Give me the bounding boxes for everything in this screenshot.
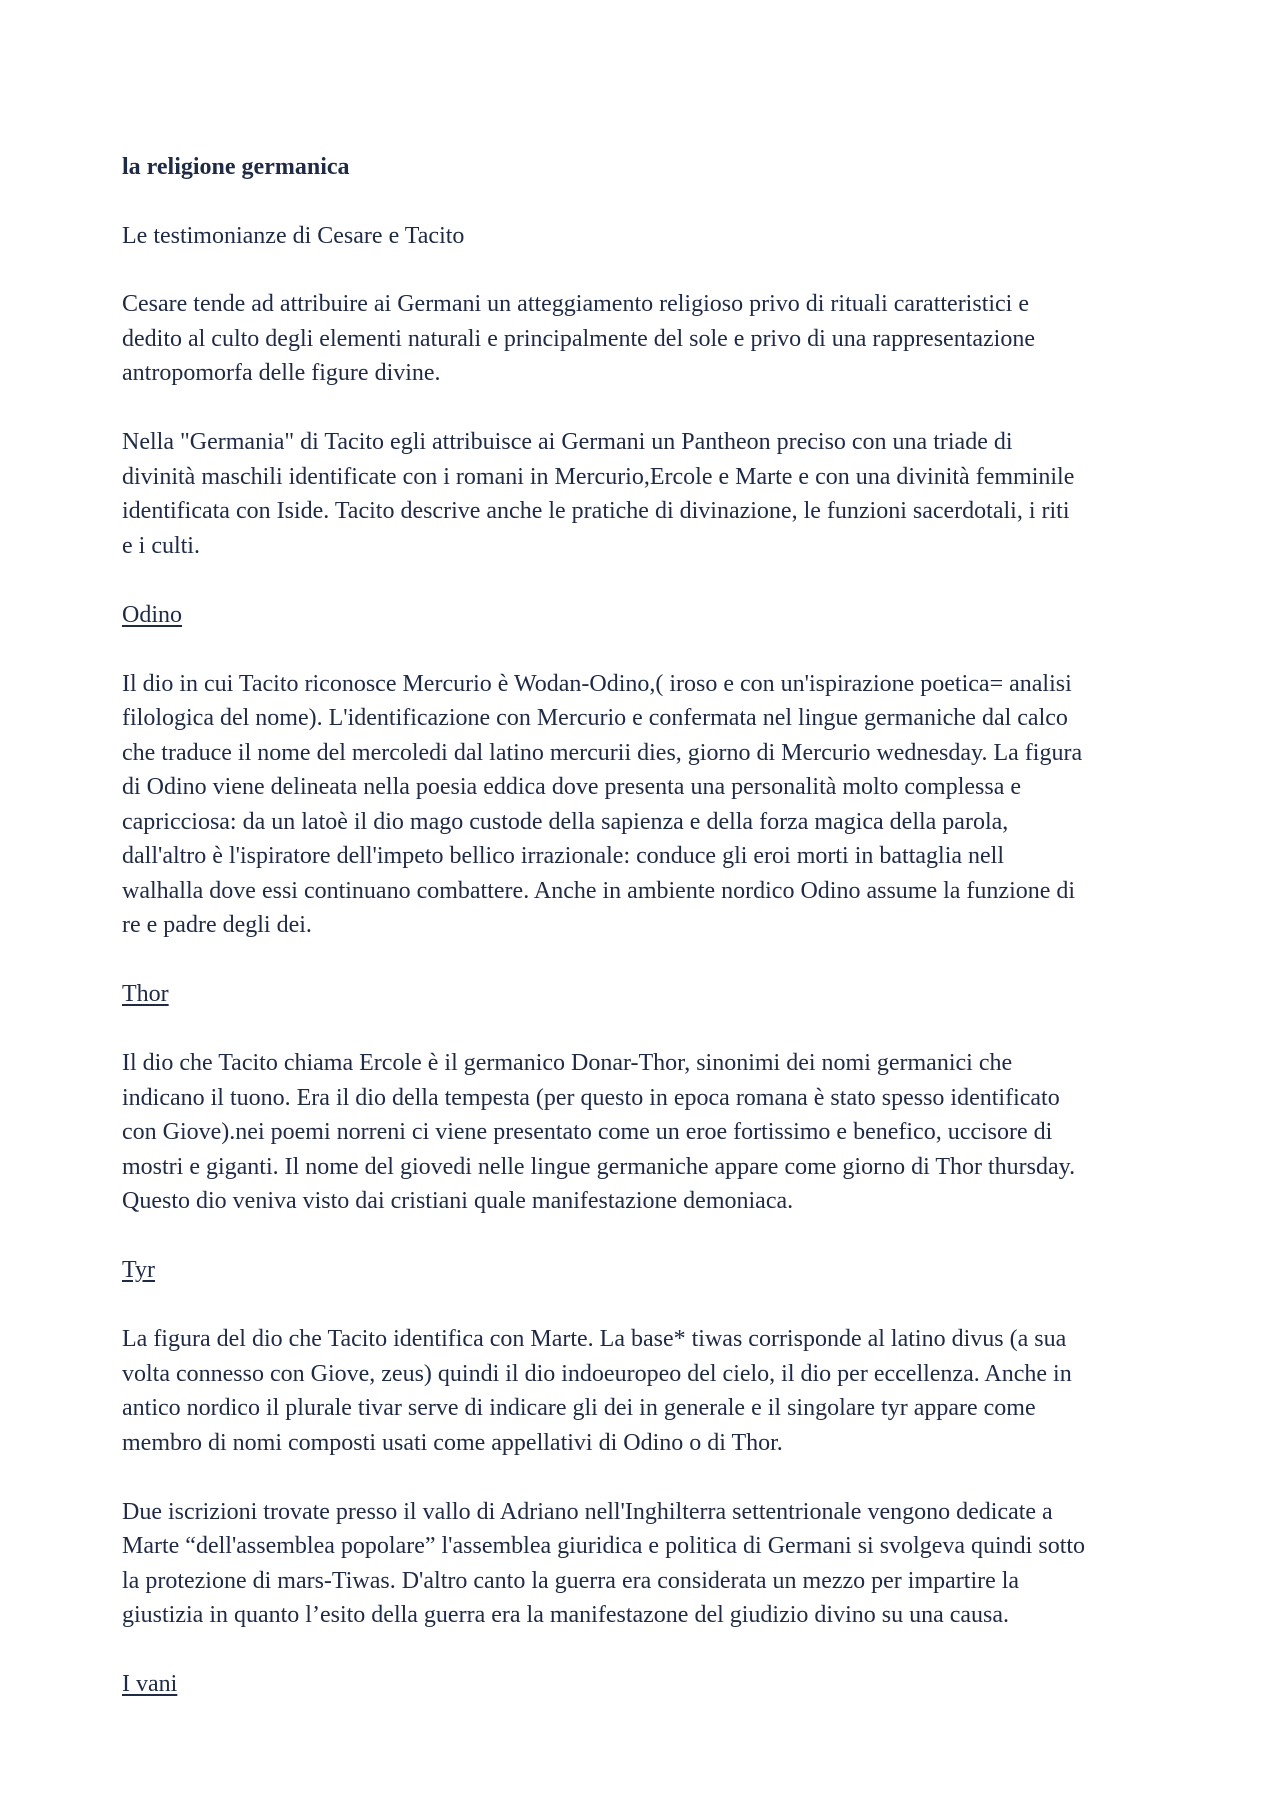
intro-section (122, 287, 1172, 563)
section-heading: Odino (122, 601, 182, 628)
paragraph-line: e i culti. (122, 532, 200, 559)
paragraph-line: di Odino viene delineata nella poesia eddica dove presenta una personalità molto complessa e (122, 774, 1022, 800)
document-title: la religione germanica (122, 154, 350, 180)
paragraph-line: antico nordico il plurale tivar serve di indicare gli dei in generale e il singolare tyr appare come (122, 1395, 1036, 1421)
sections-container (122, 598, 1172, 1702)
paragraph (122, 1046, 1172, 1219)
paragraph-line: La figura del dio che Tacito identifica con Marte. La base* tiwas corrisponde al latino divus (a sua (122, 1326, 1067, 1352)
paragraph-line: capricciosa: da un latoè il dio mago custode della sapienza e della forza magica della parola, (122, 808, 1009, 835)
paragraph-line: indicano il tuono. Era il dio della tempesta (per questo in epoca romana è stato spesso identificato (122, 1084, 1060, 1111)
paragraph-line: dedito al culto degli elementi naturali e principalmente del sole e privo di una rappresentazione (122, 325, 1035, 352)
paragraph-line: giustizia in quanto l’esito della guerra era la manifestazone del giudizio divino su una causa. (122, 1602, 1010, 1628)
section-heading: I vani (122, 1671, 178, 1697)
section-thor (122, 977, 1172, 1219)
section-i-vani (122, 1667, 1172, 1702)
paragraph-line: Il dio in cui Tacito riconosce Mercurio è Wodan-Odino,( iroso e con un'ispirazione poetica= analisi (122, 670, 1072, 697)
paragraph-line: con Giove).nei poemi norreni ci viene presentato come un eroe fortissimo e benefico, uccisore di (122, 1119, 1053, 1145)
section-heading: Thor (122, 981, 169, 1007)
section-tyr (122, 1253, 1172, 1633)
paragraph-line: Il dio che Tacito chiama Ercole è il germanico Donar-Thor, sinonimi dei nomi germanici che (122, 1050, 1013, 1076)
paragraph (122, 667, 1172, 943)
paragraph (122, 425, 1172, 563)
paragraph (122, 1322, 1172, 1460)
section-odino (122, 598, 1172, 943)
paragraph-line: mostri e giganti. Il nome del giovedi nelle lingue germaniche appare come giorno di Thor thursday. (122, 1153, 1076, 1180)
paragraph (122, 1495, 1172, 1633)
paragraph-line: volta connesso con Giove, zeus) quindi il dio indoeuropeo del cielo, il dio per eccellenza. Anche in (122, 1360, 1072, 1387)
paragraph-line: Due iscrizioni trovate presso il vallo di Adriano nell'Inghilterra settentrionale vengono dedicate a (122, 1498, 1053, 1525)
section-heading: Tyr (122, 1257, 155, 1283)
paragraph-line: Marte “dell'assemblea popolare” l'assemblea giuridica e politica di Germani si svolgeva quindi sotto (122, 1533, 1086, 1559)
paragraph-line: dall'altro è l'ispiratore dell'impeto bellico irrazionale: conduce gli eroi morti in battaglia nell (122, 843, 1004, 869)
paragraph-line: che traduce il nome del mercoledi dal latino mercurii dies, giorno di Mercurio wednesday. La figura (122, 739, 1083, 766)
paragraph-line: la protezione di mars-Tiwas. D'altro canto la guerra era considerata un mezzo per impartire la (122, 1567, 1020, 1594)
paragraph-line: re e padre degli dei. (122, 912, 312, 938)
paragraph-line: membro di nomi composti usati come appellativi di Odino o di Thor. (122, 1429, 783, 1456)
paragraph-line: Questo dio veniva visto dai cristiani quale manifestazione demoniaca. (122, 1188, 794, 1214)
paragraph-line: Nella "Germania" di Tacito egli attribuisce ai Germani un Pantheon preciso con una triade di (122, 429, 1013, 455)
paragraph (122, 287, 1172, 391)
paragraph-line: walhalla dove essi continuano combattere. Anche in ambiente nordico Odino assume la funzione di (122, 877, 1076, 904)
document-page (122, 150, 1172, 1736)
paragraph-line: Cesare tende ad attribuire ai Germani un atteggiamento religioso privo di rituali caratteristici e (122, 291, 1029, 317)
document-subtitle: Le testimonianze di Cesare e Tacito (122, 222, 465, 249)
paragraph-line: divinità maschili identificate con i romani in Mercurio,Ercole e Marte e con una divinità femminile (122, 463, 1075, 490)
paragraph-line: antropomorfa delle figure divine. (122, 360, 441, 386)
paragraph-line: identificata con Iside. Tacito descrive anche le pratiche di divinazione, le funzioni sacerdotali, i riti (122, 498, 1070, 524)
paragraph-line: filologica del nome). L'identificazione con Mercurio e confermata nel lingue germaniche dal calco (122, 705, 1068, 731)
